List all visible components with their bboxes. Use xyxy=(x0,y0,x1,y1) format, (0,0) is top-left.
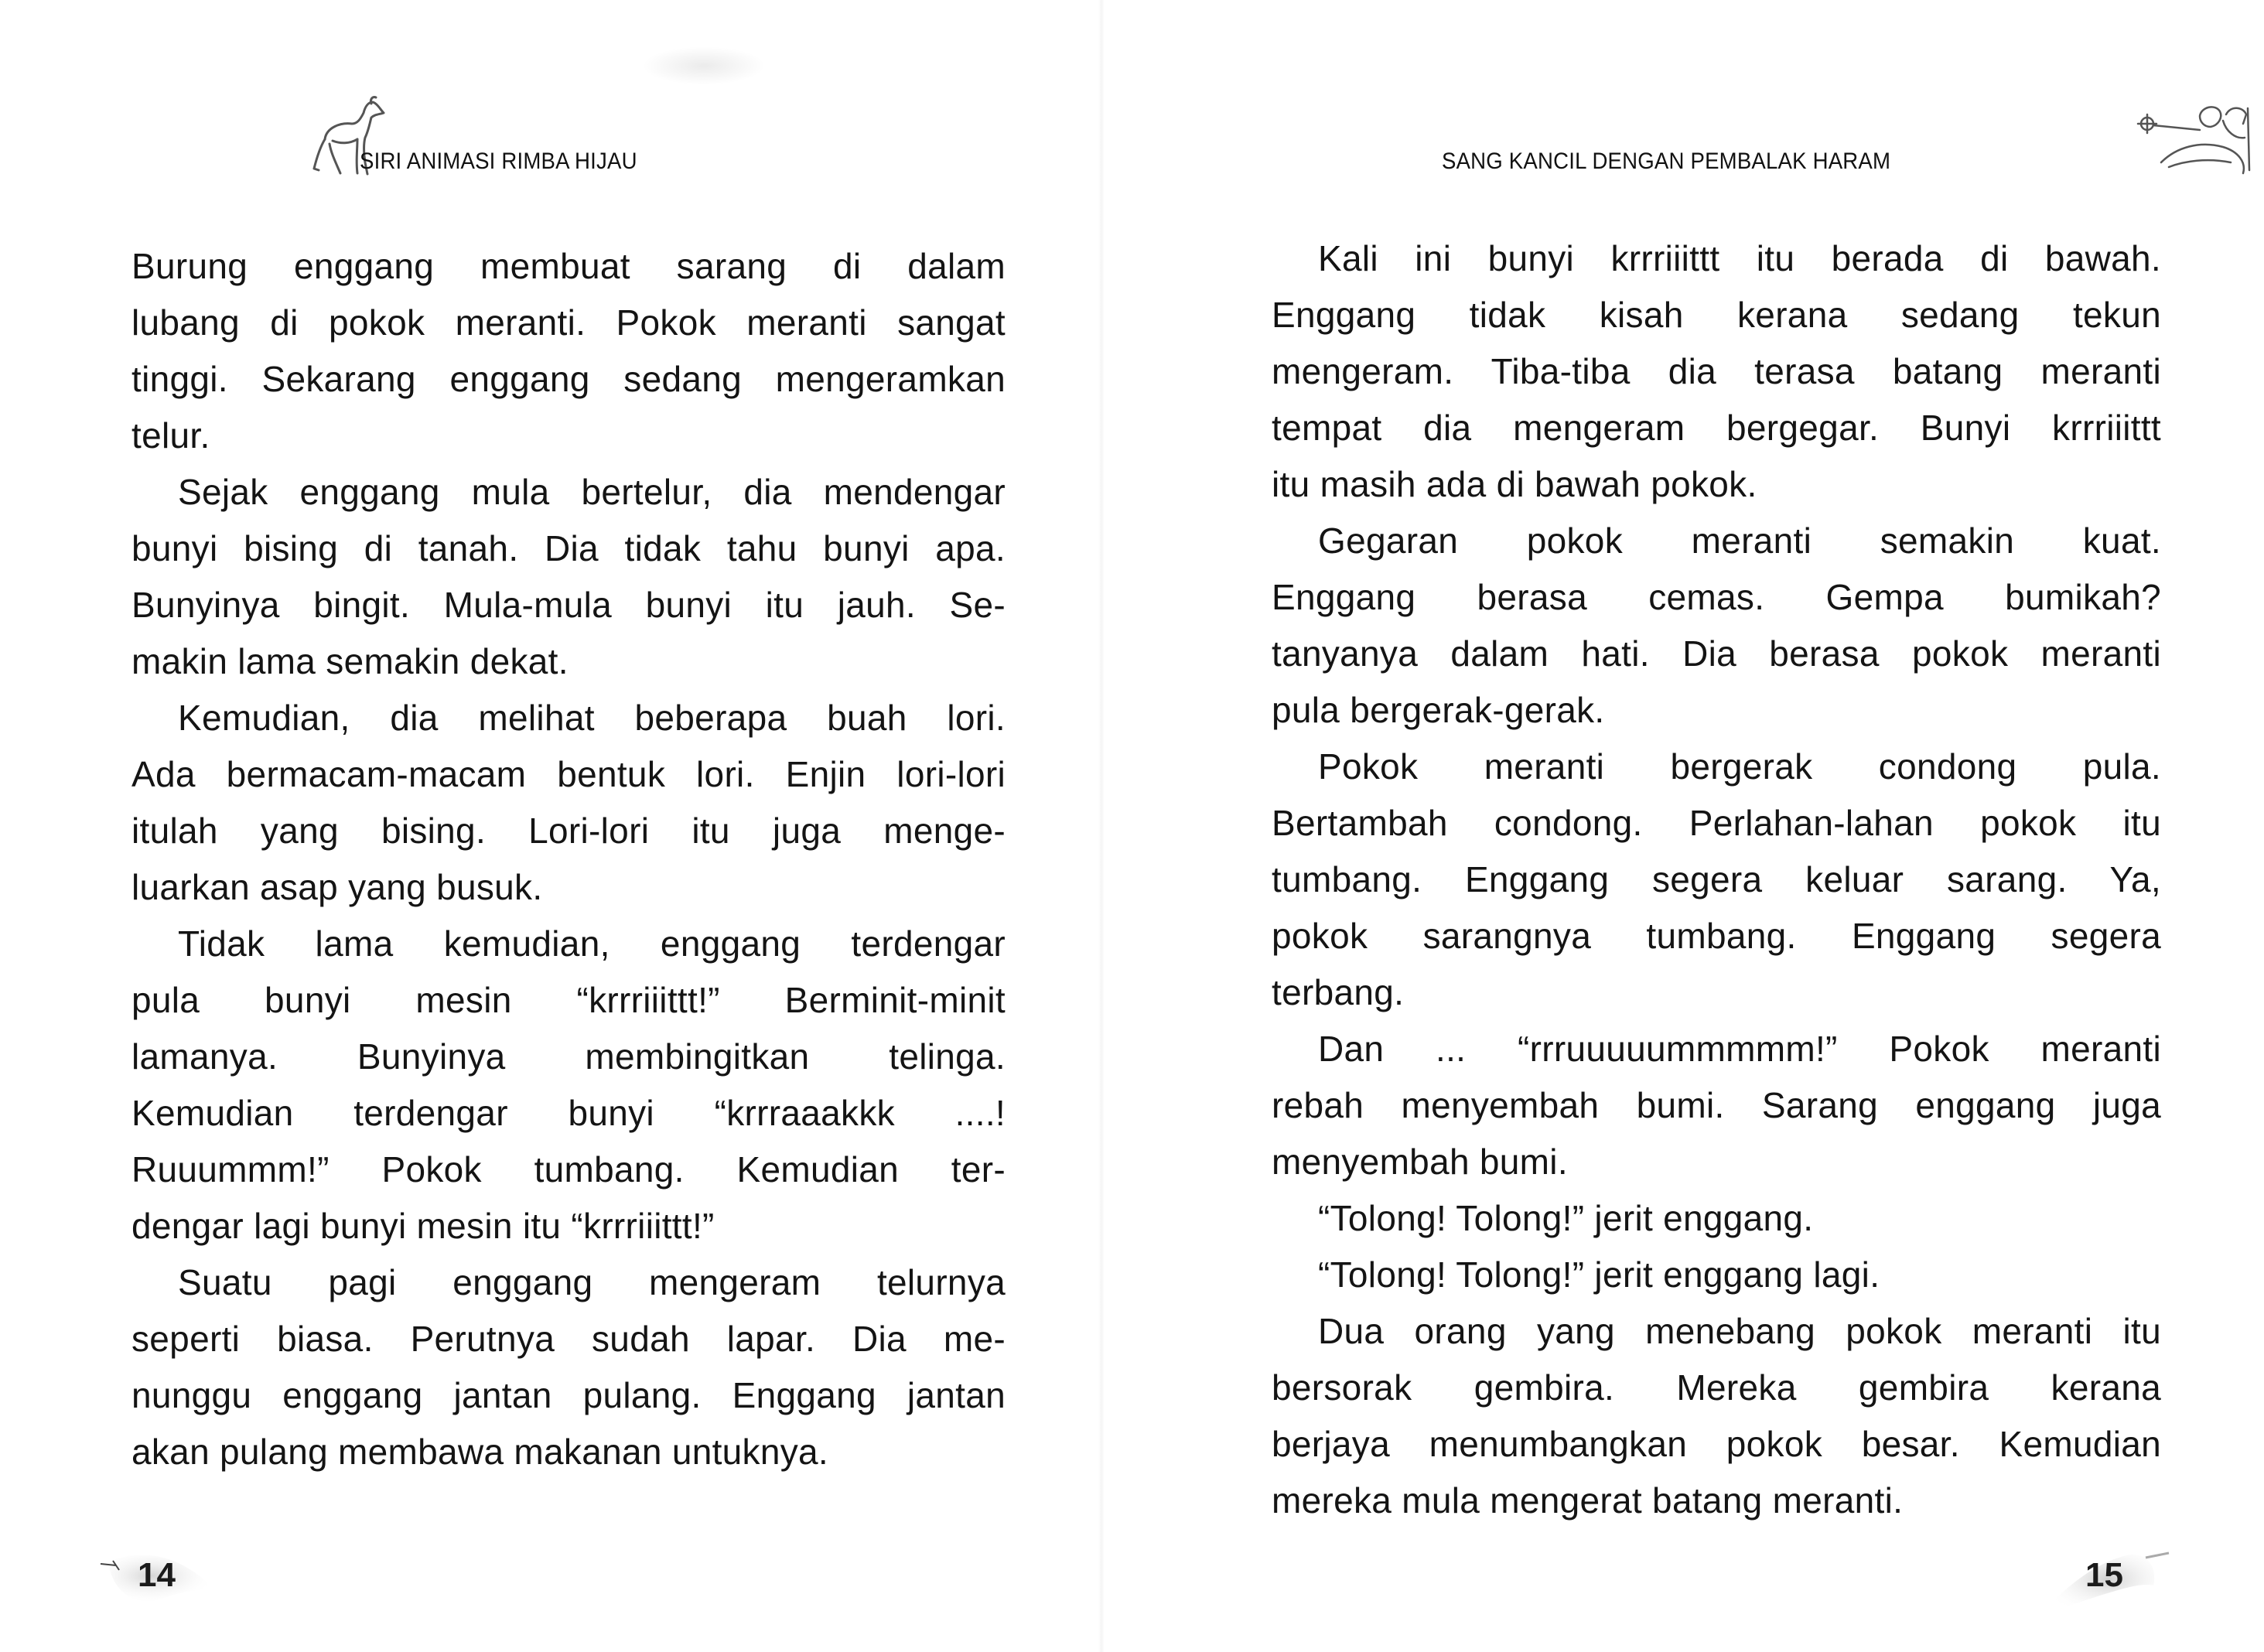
paragraph xyxy=(131,238,1006,464)
text-line: tempat dia mengeram bergegar. Bunyi krrriiittt xyxy=(1272,408,2161,448)
text-line: itulah yang bising. Lori-lori itu juga menge- xyxy=(131,811,1006,851)
text-line: Burung enggang membuat sarang di dalam xyxy=(131,246,1006,286)
left-page xyxy=(0,0,1101,1652)
text-line: luarkan asap yang busuk. xyxy=(131,867,543,907)
text-line: itu masih ada di bawah pokok. xyxy=(1272,464,1757,504)
paragraph xyxy=(1272,739,2161,1021)
text-line: Pokok meranti bergerak condong pula. xyxy=(1318,746,2161,787)
text-line: terbang. xyxy=(1272,972,1405,1012)
text-line: Ada bermacam-macam bentuk lori. Enjin lori-lori xyxy=(131,754,1006,794)
paragraph xyxy=(1272,230,2161,513)
text-line: akan pulang membawa makanan untuknya. xyxy=(131,1432,829,1472)
page-number: 15 xyxy=(2085,1556,2123,1594)
paragraph xyxy=(1272,1190,2161,1247)
text-line: nunggu enggang jantan pulang. Enggang jantan xyxy=(131,1375,1006,1415)
running-header-series-title: SIRI ANIMASI RIMBA HIJAU xyxy=(360,148,637,174)
text-line: tanyanya dalam hati. Dia berasa pokok meranti xyxy=(1272,633,2161,674)
text-line: tumbang. Enggang segera keluar sarang. Ya, xyxy=(1272,859,2161,899)
text-line: seperti biasa. Perutnya sudah lapar. Dia me- xyxy=(131,1319,1006,1359)
text-line: bersorak gembira. Mereka gembira kerana xyxy=(1272,1367,2161,1408)
right-page xyxy=(1101,0,2264,1652)
page-number-badge xyxy=(85,1539,255,1624)
paragraph xyxy=(1272,513,2161,739)
text-line: menyembah bumi. xyxy=(1272,1142,1568,1182)
text-line: Enggang berasa cemas. Gempa bumikah? xyxy=(1272,577,2161,617)
text-line: Bunyinya bingit. Mula-mula bunyi itu jauh. Se- xyxy=(131,585,1006,625)
page-number-badge xyxy=(2014,1539,2184,1624)
paragraph xyxy=(131,916,1006,1254)
text-line: dengar lagi bunyi mesin itu “krrriiittt!” xyxy=(131,1206,715,1246)
text-line: pokok sarangnya tumbang. Enggang segera xyxy=(1272,916,2161,956)
text-line: lamanya. Bunyinya membingitkan telinga. xyxy=(131,1036,1006,1077)
text-line: Suatu pagi enggang mengeram telurnya xyxy=(178,1262,1006,1302)
text-line: Ruuummm!” Pokok tumbang. Kemudian ter- xyxy=(131,1149,1006,1190)
text-line: Kali ini bunyi krrriiittt itu berada di bawah. xyxy=(1318,238,2161,278)
text-line: Kemudian terdengar bunyi “krrraaakkk ....! xyxy=(131,1093,1006,1133)
text-line: “Tolong! Tolong!” jerit enggang lagi. xyxy=(1318,1254,1880,1295)
text-line: pula bergerak-gerak. xyxy=(1272,690,1605,730)
paragraph xyxy=(1272,1303,2161,1529)
text-line: telur. xyxy=(131,415,210,456)
paragraph xyxy=(131,690,1006,916)
text-line: tinggi. Sekarang enggang sedang mengeramkan xyxy=(131,359,1006,399)
text-line: Dua orang yang menebang pokok meranti itu xyxy=(1318,1311,2161,1351)
paragraph xyxy=(1272,1021,2161,1190)
text-line: lubang di pokok meranti. Pokok meranti sangat xyxy=(131,302,1006,343)
text-line: rebah menyembah bumi. Sarang enggang juga xyxy=(1272,1085,2161,1125)
paragraph xyxy=(131,464,1006,690)
text-line: Dan ... “rrruuuuummmmm!” Pokok meranti xyxy=(1318,1029,2161,1069)
left-page-body xyxy=(131,238,1006,1480)
loggers-with-chainsaw-icon xyxy=(2130,93,2254,178)
right-page-body xyxy=(1272,230,2161,1529)
text-line: Bertambah condong. Perlahan-lahan pokok itu xyxy=(1272,803,2161,843)
paragraph xyxy=(1272,1247,2161,1303)
running-header-book-title: SANG KANCIL DENGAN PEMBALAK HARAM xyxy=(1442,148,1891,174)
text-line: mengeram. Tiba-tiba dia terasa batang meranti xyxy=(1272,351,2161,391)
text-line: Tidak lama kemudian, enggang terdengar xyxy=(178,923,1006,964)
text-line: Kemudian, dia melihat beberapa buah lori. xyxy=(178,698,1006,738)
text-line: berjaya menumbangkan pokok besar. Kemudian xyxy=(1272,1424,2161,1464)
text-line: makin lama semakin dekat. xyxy=(131,641,569,681)
text-line: mereka mula mengerat batang meranti. xyxy=(1272,1480,1904,1521)
page-number: 14 xyxy=(138,1556,176,1594)
text-line: bunyi bising di tanah. Dia tidak tahu bunyi apa. xyxy=(131,528,1006,568)
text-line: pula bunyi mesin “krrriiittt!” Berminit-minit xyxy=(131,980,1006,1020)
text-line: Enggang tidak kisah kerana sedang tekun xyxy=(1272,295,2161,335)
paragraph xyxy=(131,1254,1006,1480)
text-line: Gegaran pokok meranti semakin kuat. xyxy=(1318,521,2161,561)
text-line: “Tolong! Tolong!” jerit enggang. xyxy=(1318,1198,1814,1238)
text-line: Sejak enggang mula bertelur, dia mendengar xyxy=(178,472,1006,512)
